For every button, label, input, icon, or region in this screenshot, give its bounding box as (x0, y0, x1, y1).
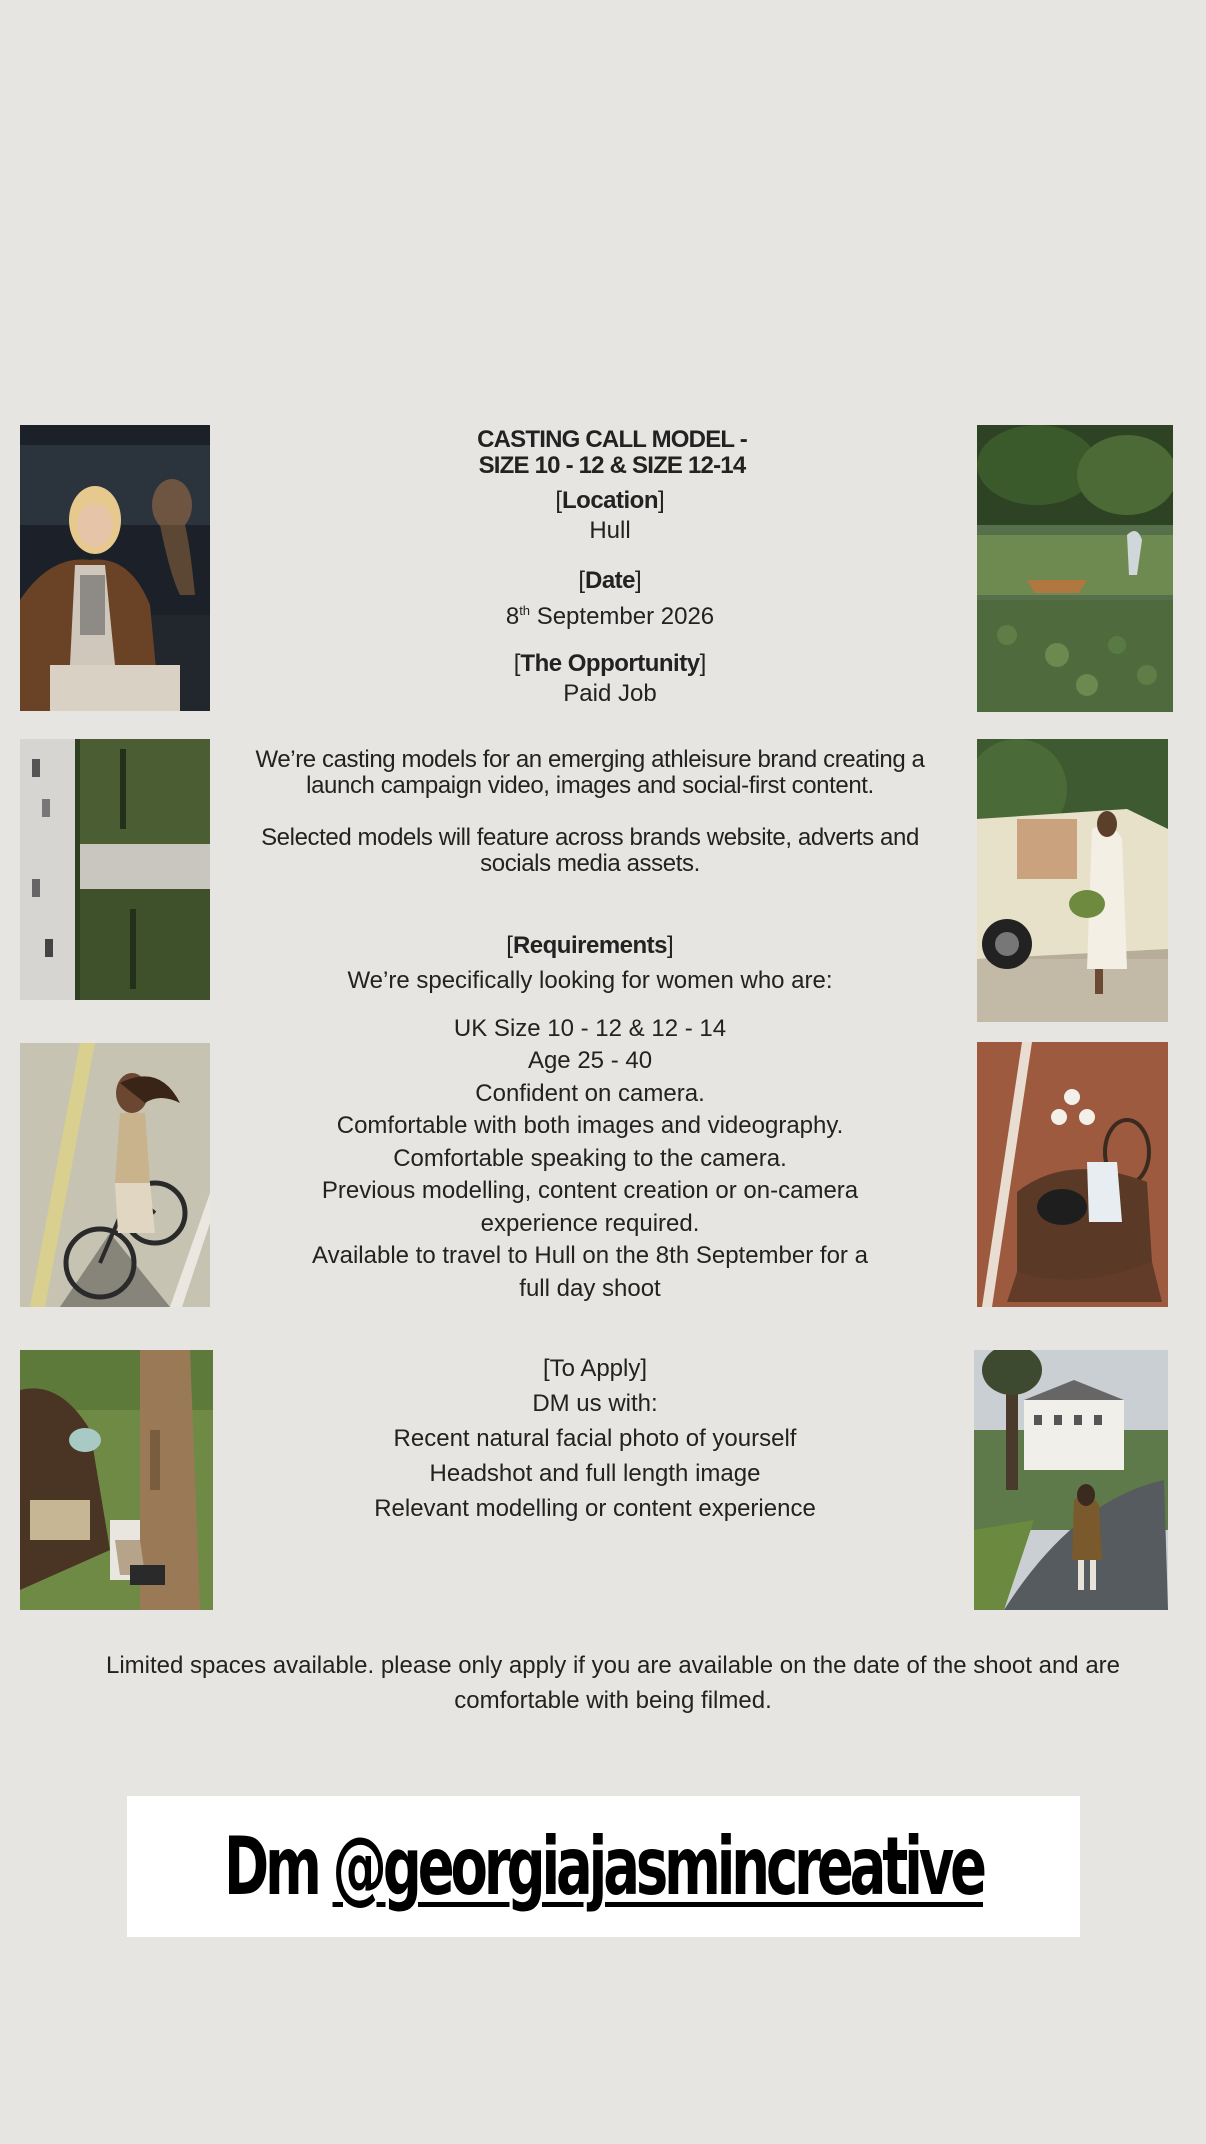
photo-pond-with-heron-and-boat (977, 425, 1173, 712)
photo-aerial-road-and-lawn (20, 739, 210, 1000)
page-title-line2: SIZE 10 - 12 & SIZE 12-14 (478, 452, 746, 479)
requirements-item: experience required. (480, 1209, 700, 1237)
photo-woman-brown-coat-with-dog (20, 425, 210, 711)
apply-label: [To Apply] (542, 1355, 648, 1382)
requirements-item: Previous modelling, content creation or on-camera (321, 1177, 859, 1204)
photo-woman-by-vintage-car (977, 739, 1168, 1022)
date-value: 8th September 2026 (505, 603, 715, 630)
opportunity-block (230, 649, 990, 709)
apply-item: Relevant modelling or content experience (374, 1495, 816, 1522)
requirements-item: Comfortable speaking to the camera. (393, 1144, 787, 1172)
location-block (230, 486, 990, 546)
footer-note (40, 1648, 1186, 1718)
dm-banner (127, 1796, 1080, 1937)
requirements-label: [Requirements] (506, 932, 674, 959)
location-label: [Location] (555, 487, 665, 514)
requirements-item: Confident on camera. (475, 1079, 705, 1107)
intro-block (230, 747, 950, 877)
intro-para1-line2: launch campaign video, images and social-first content. (306, 772, 874, 799)
requirements-item: full day shoot (519, 1274, 661, 1302)
photo-woman-on-bicycle (20, 1043, 210, 1307)
requirements-item: Available to travel to Hull on the 8th September for a (312, 1242, 868, 1269)
instagram-handle-link[interactable]: @georgiajasmincreative (332, 1820, 984, 1913)
photo-woman-walking-to-manor (974, 1350, 1168, 1610)
location-value: Hull (589, 517, 631, 544)
footer-line2: comfortable with being filmed. (454, 1687, 772, 1714)
opportunity-label: [The Opportunity] (513, 650, 707, 677)
date-block (230, 566, 990, 632)
requirements-block (230, 930, 950, 1305)
photo-tennis-bag-on-clay-court (977, 1042, 1168, 1307)
requirements-item: UK Size 10 - 12 & 12 - 14 (453, 1014, 727, 1042)
requirements-item: Comfortable with both images and videography. (336, 1112, 844, 1139)
apply-block (235, 1351, 955, 1526)
apply-item: Recent natural facial photo of yourself (393, 1425, 797, 1452)
photo-women-picnic-in-coats (20, 1350, 213, 1610)
dm-prefix: Dm (223, 1820, 333, 1913)
apply-lead: DM us with: (532, 1390, 658, 1417)
title-block (232, 427, 992, 479)
requirements-item: Age 25 - 40 (527, 1047, 653, 1074)
footer-line1: Limited spaces available. please only apply if you are available on the date of the shoot and are (106, 1652, 1120, 1679)
page-title-line1: CASTING CALL MODEL - (477, 426, 747, 453)
opportunity-value: Paid Job (563, 680, 657, 707)
apply-item: Headshot and full length image (429, 1460, 761, 1487)
date-label: [Date] (578, 567, 642, 594)
requirements-lead: We’re specifically looking for women who are: (347, 966, 833, 994)
intro-para1-line1: We’re casting models for an emerging athleisure brand creating a (255, 746, 925, 773)
intro-para2-line1: Selected models will feature across brands website, adverts and (261, 824, 919, 851)
intro-para2-line2: socials media assets. (480, 850, 700, 877)
dm-call-to-action (223, 1796, 984, 1937)
